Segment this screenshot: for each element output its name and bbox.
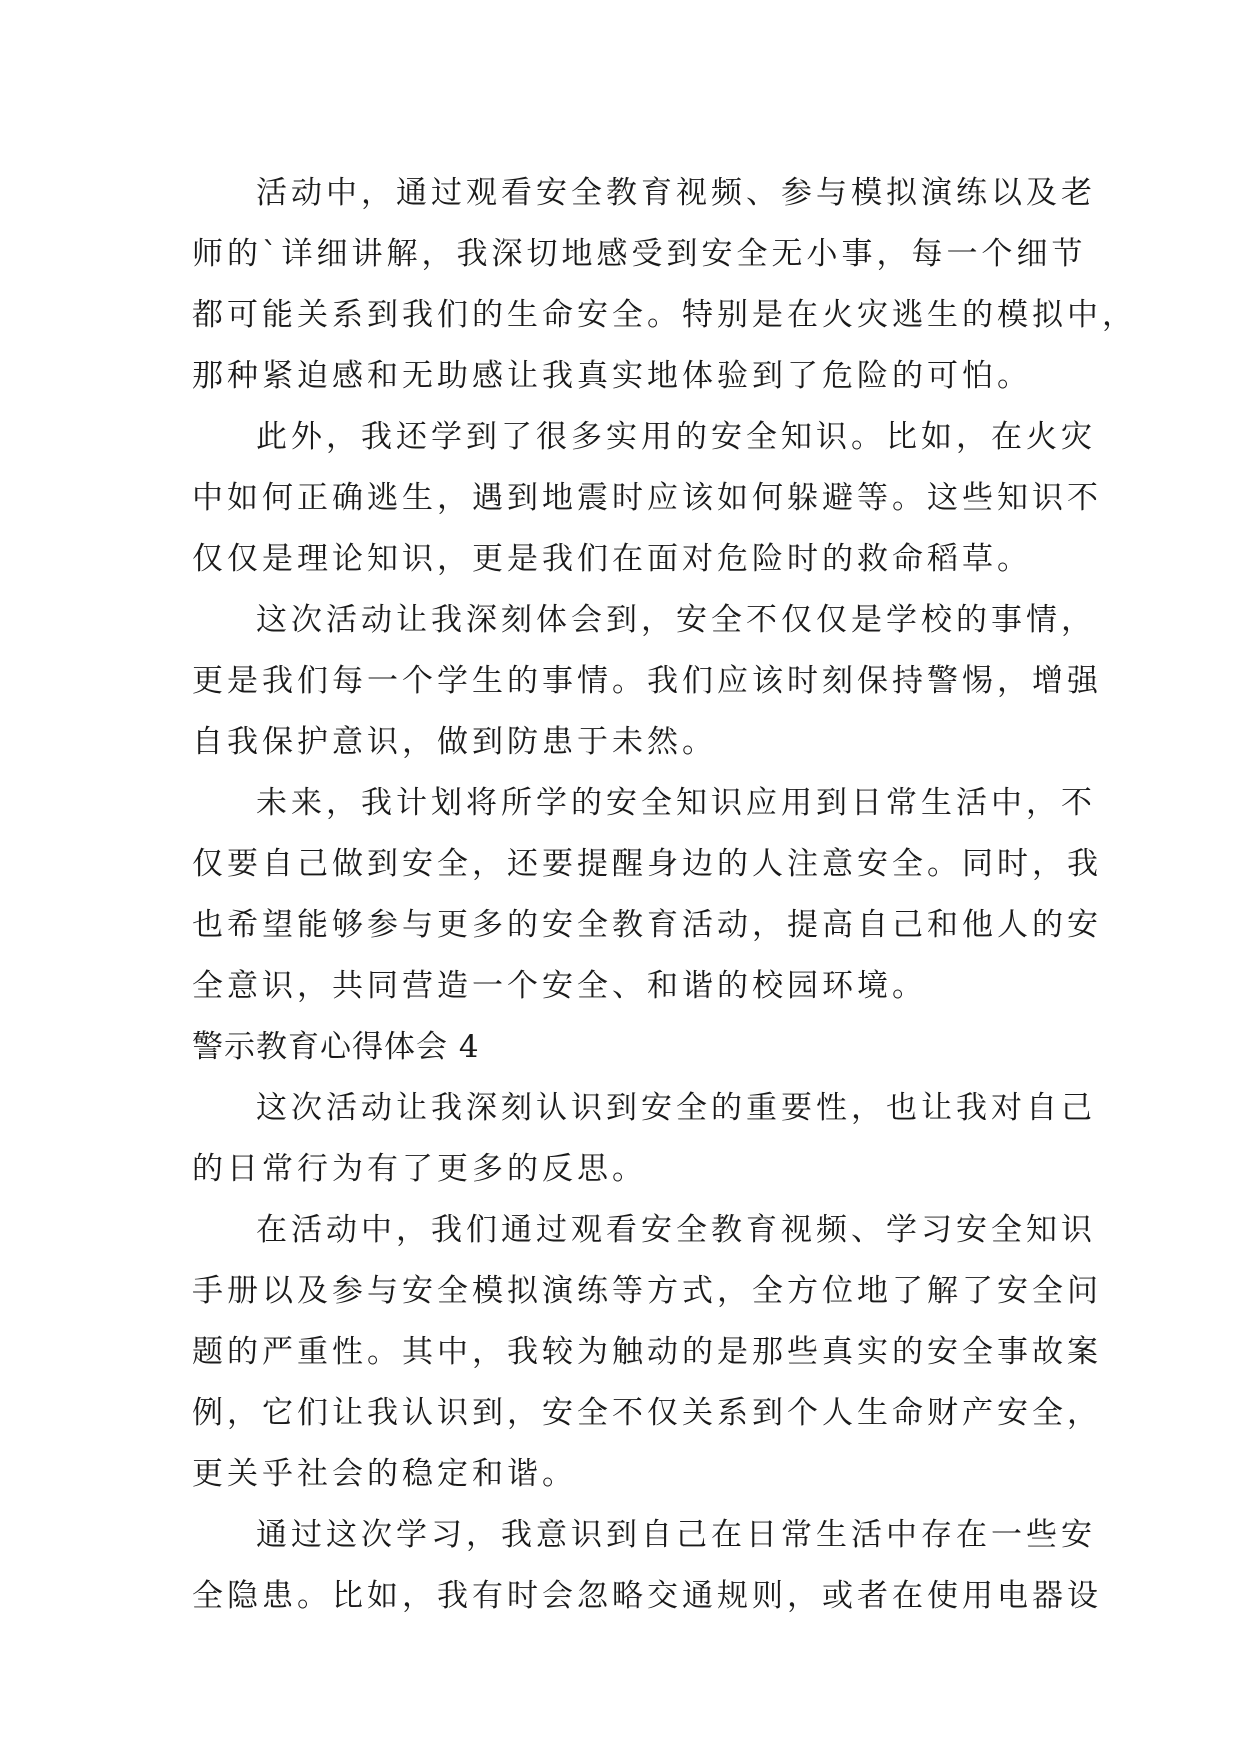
text-line: 通过这次学习，我意识到自己在日常生活中存在一些安	[256, 1517, 1096, 1553]
text-line: 中如何正确逃生，遇到地震时应该如何躲避等。这些知识不	[192, 480, 1102, 516]
text-line: 活动中，通过观看安全教育视频、参与模拟演练以及老	[256, 175, 1096, 211]
text-line: 全意识，共同营造一个安全、和谐的校园环境。	[192, 968, 927, 1004]
text-line: 仅要自己做到安全，还要提醒身边的人注意安全。同时，我	[192, 846, 1102, 882]
text-line: 手册以及参与安全模拟演练等方式，全方位地了解了安全问	[192, 1273, 1102, 1309]
text-line: 仅仅是理论知识，更是我们在面对危险时的救命稻草。	[192, 541, 1032, 577]
text-line: 更关乎社会的稳定和谐。	[192, 1456, 577, 1492]
text-line: 师的`详细讲解，我深切地感受到安全无小事，每一个细节	[192, 236, 1087, 272]
text-line: 这次活动让我深刻体会到，安全不仅仅是学校的事情，	[256, 602, 1096, 638]
text-line: 的日常行为有了更多的反思。	[192, 1151, 647, 1187]
text-line: 例，它们让我认识到，安全不仅关系到个人生命财产安全，	[192, 1395, 1102, 1431]
section-heading: 警示教育心得体会 4	[192, 1029, 480, 1065]
text-line: 此外，我还学到了很多实用的安全知识。比如，在火灾	[256, 419, 1096, 455]
text-line: 也希望能够参与更多的安全教育活动，提高自己和他人的安	[192, 907, 1102, 943]
text-line: 全隐患。比如，我有时会忽略交通规则，或者在使用电器设	[192, 1578, 1102, 1614]
text-line: 在活动中，我们通过观看安全教育视频、学习安全知识	[256, 1212, 1096, 1248]
text-line: 这次活动让我深刻认识到安全的重要性，也让我对自己	[256, 1090, 1096, 1126]
text-line: 未来，我计划将所学的安全知识应用到日常生活中，不	[256, 785, 1096, 821]
text-line: 题的严重性。其中，我较为触动的是那些真实的安全事故案	[192, 1334, 1102, 1370]
text-line: 都可能关系到我们的生命安全。特别是在火灾逃生的模拟中，	[192, 297, 1137, 333]
document-body	[192, 163, 1137, 1627]
text-line: 自我保护意识，做到防患于未然。	[192, 724, 717, 760]
text-line: 更是我们每一个学生的事情。我们应该时刻保持警惕，增强	[192, 663, 1102, 699]
text-line: 那种紧迫感和无助感让我真实地体验到了危险的可怕。	[192, 358, 1032, 394]
